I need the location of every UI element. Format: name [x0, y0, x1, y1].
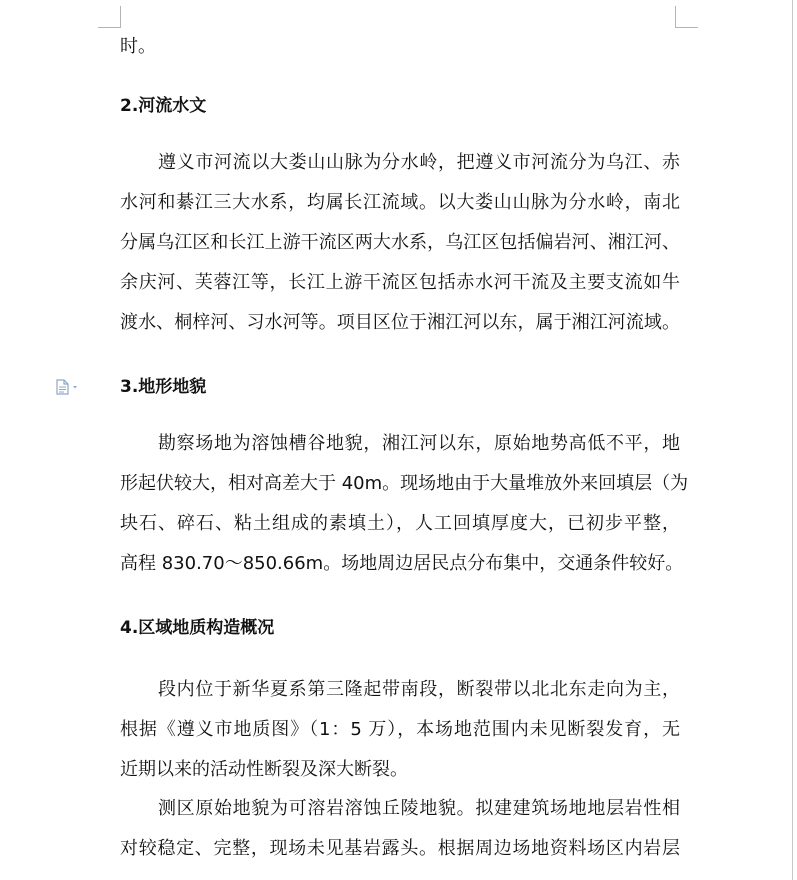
text-line: 根据《遵义市地质图》（1：5 万），本场地范围内未见断裂发育，无: [120, 719, 680, 740]
text-line: 遵义市河流以大娄山山脉为分水岭，把遵义市河流分为乌江、赤: [158, 152, 680, 173]
text-line: 水河和綦江三大水系，均属长江流域。以大娄山山脉为分水岭，南北: [120, 192, 680, 213]
section-heading-hydrology: 2.河流水文: [120, 96, 207, 116]
text-line: 形起伏较大，相对高差大于 40m。现场地由于大量堆放外来回填层（为: [120, 473, 689, 494]
document-options-icon[interactable]: [54, 379, 84, 395]
text-line: 近期以来的活动性断裂及深大断裂。: [120, 759, 408, 780]
text-line: 分属乌江区和长江上游干流区两大水系，乌江区包括偏岩河、湘江河、: [120, 232, 680, 253]
text-line: 段内位于新华夏系第三隆起带南段，断裂带以北北东走向为主，: [158, 679, 680, 700]
section-heading-geology: 4.区域地质构造概况: [120, 618, 275, 638]
text-line: 时。: [120, 36, 156, 57]
crop-mark-top-left: [98, 27, 121, 28]
page-edge: [792, 0, 793, 880]
text-line: 高程 830.70～850.66m。场地周边居民点分布集中，交通条件较好。: [120, 553, 684, 574]
paragraph-geology-structure: [120, 670, 680, 790]
paragraph-geology-survey: [120, 789, 680, 869]
paragraph-fragment: [120, 27, 680, 67]
crop-mark-top-left: [120, 6, 121, 28]
text-line: 渡水、桐梓河、习水河等。项目区位于湘江河以东，属于湘江河流域。: [120, 312, 680, 333]
crop-mark-top-right: [675, 6, 676, 28]
text-line: 块石、碎石、粘土组成的素填土），人工回填厚度大，已初步平整，: [120, 513, 680, 534]
text-line: 勘察场地为溶蚀槽谷地貌，湘江河以东，原始地势高低不平，地: [158, 433, 680, 454]
text-line: 测区原始地貌为可溶岩溶蚀丘陵地貌。拟建建筑场地地层岩性相: [158, 798, 680, 819]
section-heading-landform: 3.地形地貌: [120, 377, 207, 397]
text-line: 对较稳定、完整，现场未见基岩露头。根据周边场地资料场区内岩层: [120, 838, 680, 859]
text-line: 余庆河、芙蓉江等，长江上游干流区包括赤水河干流及主要支流如牛: [120, 272, 680, 293]
paragraph-landform: [120, 424, 689, 584]
paragraph-hydrology: [120, 143, 680, 343]
